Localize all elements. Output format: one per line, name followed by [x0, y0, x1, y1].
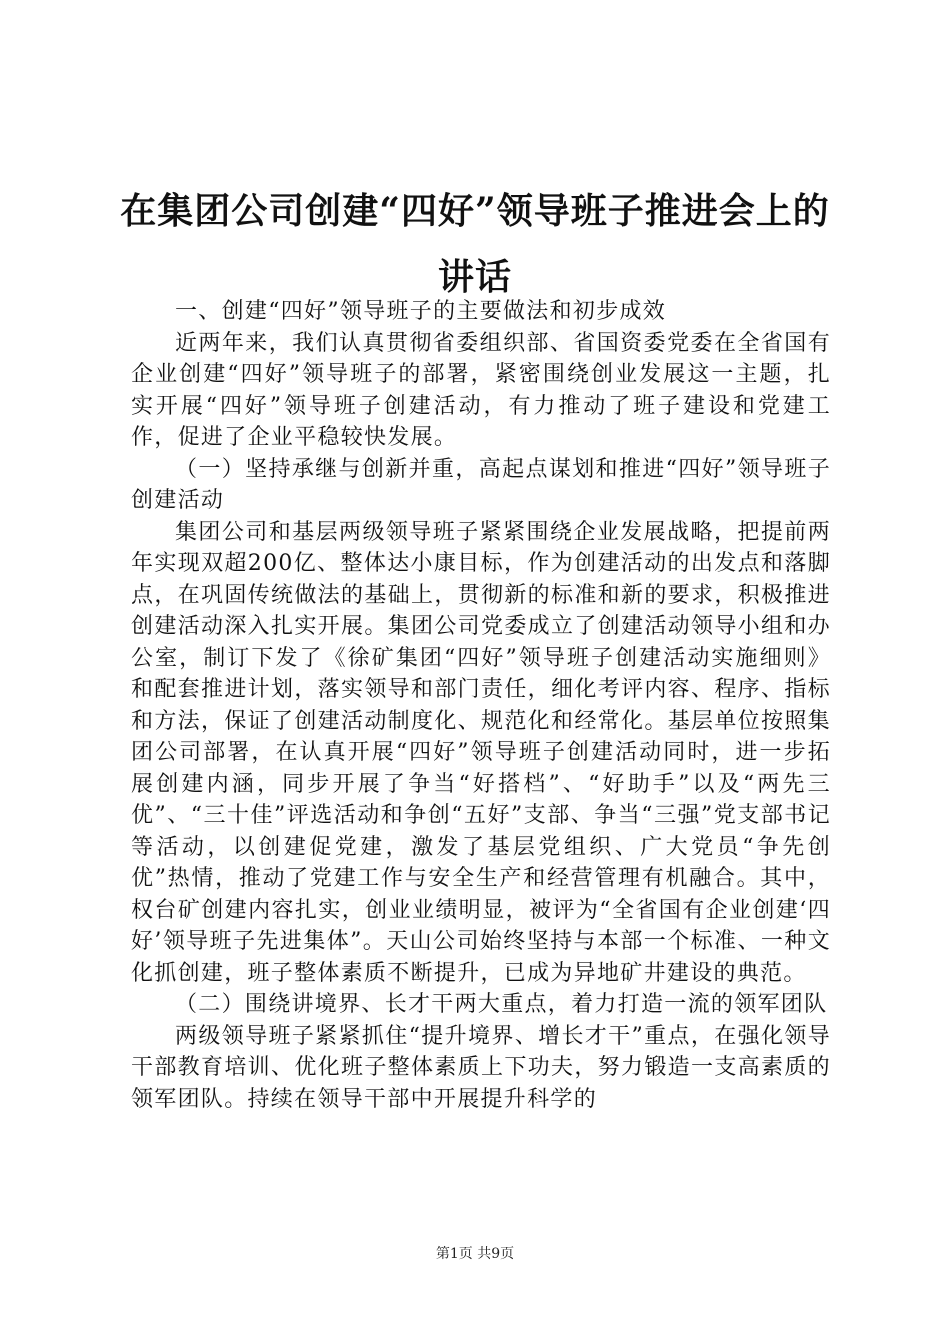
- body-paragraph: 近两年来，我们认真贯彻省委组织部、省国资委党委在全省国有企业创建“四好”领导班子的部署，紧密围绕创业发展这一主题，扎实开展“四好”领导班子创建活动，有力推动了班子建设和党建工作，促进了企业平稳较快发展。: [131, 330, 831, 450]
- body-paragraph: 两级领导班子紧紧抓住“提升境界、增长才干”重点，在强化领导干部教育培训、优化班子整体素质上下功夫，努力锻造一支高素质的领军团队。持续在领导干部中开展提升科学的: [131, 1023, 831, 1112]
- section-heading: 一、创建“四好”领导班子的主要做法和初步成效: [175, 299, 667, 324]
- body-paragraph: 集团公司和基层两级领导班子紧紧围绕企业发展战略，把提前两年实现双超200亿、整体达小康目标，作为创建活动的出发点和落脚点，在巩固传统做法的基础上，贯彻新的标准和新的要求，积极推进创建活动深入扎实开展。集团公司党委成立了创建活动领导小组和办公室，制订下发了《徐矿集团“四好”领导班子创建活动实施细则》和配套推进计划，落实领导和部门责任，细化考评内容、程序、指标和方法，保证了创建活动制度化、规范化和经常化。基层单位按照集团公司部署，在认真开展“四好”领导班子创建活动同时，进一步拓展创建内涵，同步开展了争当“好搭档”、“好助手”以及“两先三优”、“三十佳”评选活动和争创“五好”支部、争当“三强”党支部书记等活动，以创建促党建，激发了基层党组织、广大党员“争先创优”热情，推动了党建工作与安全生产和经营管理有机融合。其中，权台矿创建内容扎实，创业业绩明显，被评为“全省国有企业创建‘四好’领导班子先进集体”。天山公司始终坚持与本部一个标准、一种文化抓创建，班子整体素质不断提升，已成为异地矿井建设的典范。: [131, 519, 831, 986]
- document-title: [100, 178, 850, 310]
- page-footer: 第1页 共9页: [435, 1246, 515, 1262]
- title-line-2: 讲话: [437, 256, 512, 298]
- subsection-heading: （二）围绕讲境界、长才干两大重点，着力打造一流的领军团队: [175, 992, 828, 1017]
- title-line-1: 在集团公司创建“四好”领导班子推进会上的: [120, 190, 830, 232]
- subsection-heading: （一）坚持承继与创新并重，高起点谋划和推进“四好”领导班子创建活动: [131, 456, 831, 513]
- document-body: [131, 296, 831, 1115]
